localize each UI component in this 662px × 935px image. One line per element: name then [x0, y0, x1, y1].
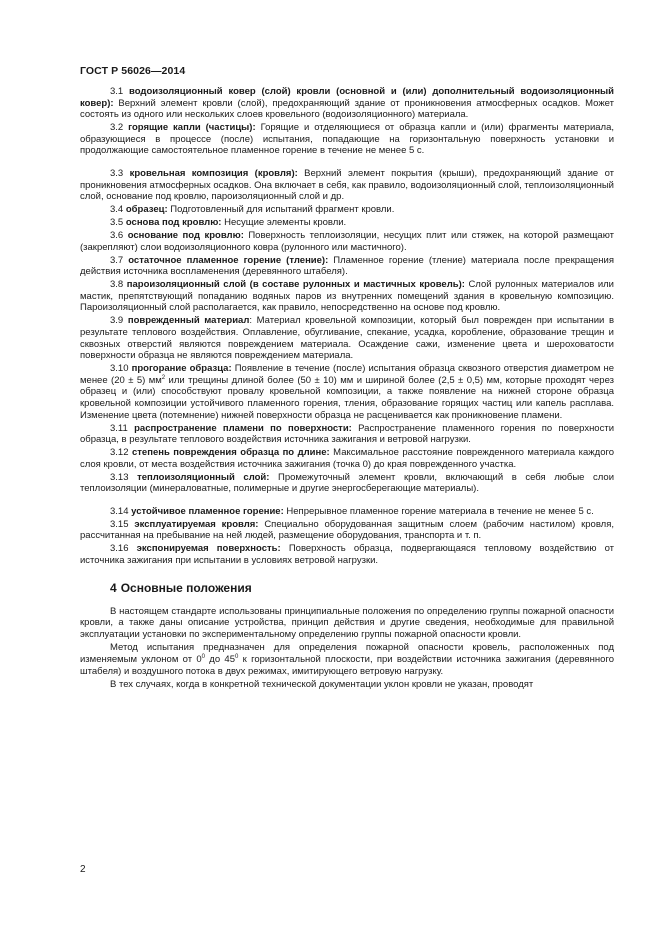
term-name: экспонируемая поверхность:: [136, 543, 281, 555]
section4-paragraph-2: [80, 642, 614, 677]
section4-paragraph-3: В тех случаях, когда в конкретной технической документации уклон кровли не указан, проводят: [110, 679, 534, 691]
term-name: кровельная композиция (кровля):: [129, 167, 298, 179]
term-definition: Несущие элементы кровли.: [224, 217, 347, 229]
section4-paragraph-1: В настоящем стандарте использованы принципиальные положения по определению группы пожарной опасности кровли, а также даны описание устройства, принцип действия и другие сведения, необходимые для правильной эксплуатации установки по экспериментальному определению группы пожарной опасности кровли.: [80, 605, 614, 641]
term-3-3: [80, 168, 614, 203]
term-definition: Промежуточный элемент кровли, включающий в себя любые слои теплоизоляции (минераловатные, полимерные и другие энергосберегающие материалы).: [80, 471, 614, 495]
term-name: теплоизоляционный слой:: [137, 471, 270, 483]
term-definition: Специально оборудованная защитным слоем (рабочим настилом) кровля, рассчитанная на пребывание на ней людей, размещение оборудования, транспорта и т. п.: [80, 518, 614, 542]
page-number: 2: [80, 864, 86, 875]
term-name: эксплуатируемая кровля:: [134, 518, 259, 530]
term-3-4: [80, 204, 614, 216]
term-3-15: [80, 519, 614, 542]
term-definition: Появление в течение (после) испытания образца сквозного отверстия диаметром не менее (20 ± 5) мм: [80, 363, 614, 386]
term-3-1: [80, 86, 614, 121]
term-3-12: [80, 447, 614, 470]
term-number: 3.6: [110, 230, 124, 242]
term-name: прогорание образца:: [131, 363, 232, 375]
term-3-16: [80, 543, 614, 566]
standard-header: ГОСТ Р 56026—2014: [80, 65, 186, 77]
term-number: 3.15: [110, 518, 129, 530]
term-definition: Поверхность образца, подвергающаяся тепловому воздействию от источника зажигания при испытании в условиях ветровой нагрузки.: [80, 543, 615, 567]
term-3-10: [80, 363, 614, 421]
term-3-6: [80, 230, 614, 253]
term-definition: Верхний элемент покрытия (крыши), предохраняющий здание от проникновения атмосферных осадков. Она включает в себя, как правило, водоизоляционный слой, теплоизоляционный слой, основание под кровлю, пароизоляционный слой и др.: [80, 167, 615, 203]
term-definition: Непрерывное пламенное горение материала в течение не менее 5 с.: [286, 505, 594, 517]
term-number: 3.2: [110, 122, 124, 134]
term-name: горящие капли (частицы):: [128, 122, 256, 134]
term-definition: : Материал кровельной композиции, который был поврежден при испытании в результате теплового воздействия. Оплавление, обугливание, спекание, усадка, коробление, образование трещин и сквозных отверстий являются повреждением материала. Осаждение сажи, изменение цвета и шероховатости поверхности образца не являются повреждением материала.: [80, 315, 615, 362]
term-number: 3.3: [110, 167, 124, 179]
term-3-11: [80, 423, 614, 446]
section-heading: [80, 581, 614, 595]
term-number: 3.4: [110, 204, 124, 216]
term-definition: Распространение пламенного горения по поверхности образца, в результате теплового воздействия источника зажигания и ветровой нагрузки.: [80, 422, 615, 446]
section-number: 4: [110, 580, 117, 595]
term-name: степень повреждения образца по длине:: [131, 447, 330, 459]
superscript: 2: [161, 374, 166, 381]
term-name: основание под кровлю:: [127, 230, 244, 242]
term-3-9: [80, 315, 614, 361]
term-definition: Горящие и отделяющиеся от образца капли и (или) фрагменты материала, образующиеся в процессе (после) испытания, попадающие на горизонтальную поверхность установки и продолжающие самостоятельное пламенное горение в течение не менее 5 с.: [80, 122, 615, 157]
term-definition-cont: или трещины длиной более (50 ± 10) мм и шириной более (2,5 ± 0,5) мм, которые проходят через образец и (или) способствуют провалу кровельной композиции, а также появление на нижней стороне образца кровельной композиции устойчивого пламенного горения, тления, образование горящих частиц или капель расплава. Изменение цвета (потемнение) нижней поверхности образца не расценивается как проникновение пламени.: [80, 374, 615, 421]
term-number: 3.5: [110, 217, 124, 229]
term-name: поврежденный материал: [127, 315, 250, 327]
term-number: 3.12: [110, 447, 129, 459]
term-number: 3.1: [110, 86, 124, 97]
term-name: основа под кровлю:: [125, 217, 222, 229]
term-3-13: [80, 472, 614, 495]
term-name: образец:: [125, 204, 168, 216]
term-name: устойчивое пламенное горение:: [131, 505, 284, 517]
term-number: 3.16: [110, 543, 129, 555]
text-run: до 45: [205, 654, 235, 666]
term-definition: Подготовленный для испытаний фрагмент кровли.: [170, 204, 395, 216]
page-content: [80, 86, 614, 691]
term-definition: Слой рулонных материалов или мастик, препятствующий попаданию водяных паров из внутренних помещений здания в кровельную композицию. Пароизоляционный слой располагается, как правило, непосредственно на основе под кровлю.: [80, 279, 614, 314]
text-run: Метод испытания предназначен для определения пожарной опасности кровель, расположенных под изменяемым уклоном от 0: [80, 642, 614, 666]
term-number: 3.13: [110, 471, 129, 483]
term-name: водоизоляционный ковер (слой) кровли (основной и (или) дополнительный водоизоляционный ковер):: [80, 86, 615, 109]
term-3-2: [80, 122, 614, 157]
term-name: распространение пламени по поверхности:: [134, 422, 352, 434]
term-number: 3.14: [110, 505, 129, 517]
term-name: остаточное пламенное горение (тление):: [128, 254, 329, 266]
term-definition: Пламенное горение (тление) материала после прекращения действия источника воспламенения (деревянного штабеля).: [80, 254, 615, 278]
term-number: 3.7: [110, 254, 124, 266]
term-3-8: [80, 279, 614, 314]
term-3-5: [80, 217, 614, 229]
term-definition: Максимальное расстояние поврежденного материала каждого слоя кровли, от места воздействия источника зажигания (точка 0) до края поврежденного участка.: [80, 447, 615, 470]
term-definition: Верхний элемент кровли (слой), предохраняющий здание от проникновения атмосферных осадков. Может состоять из одного или нескольких слоев кровельного (водоизоляционного) материала.: [80, 97, 614, 121]
degree-superscript: 0: [235, 654, 239, 661]
term-definition: Поверхность теплоизоляции, несущих плит или стяжек, на которой размещают (закрепляют) слои водоизоляционного ковра (рулонного или мастичного).: [80, 230, 614, 253]
text-run: к горизонтальной плоскости, при воздействии источника зажигания (деревянного штабеля) и воздушного потока в двух режимах, имитирующего ветровую нагрузку.: [80, 654, 614, 678]
term-number: 3.9: [110, 315, 124, 327]
term-3-14: [80, 506, 614, 518]
term-number: 3.8: [110, 279, 124, 291]
term-number: 3.10: [110, 363, 129, 375]
degree-superscript: 0: [201, 654, 205, 661]
term-name: пароизоляционный слой (в составе рулонных и мастичных кровель):: [126, 279, 465, 291]
term-number: 3.11: [110, 422, 128, 434]
term-3-7: [80, 255, 614, 278]
section-title: Основные положения: [120, 580, 252, 595]
